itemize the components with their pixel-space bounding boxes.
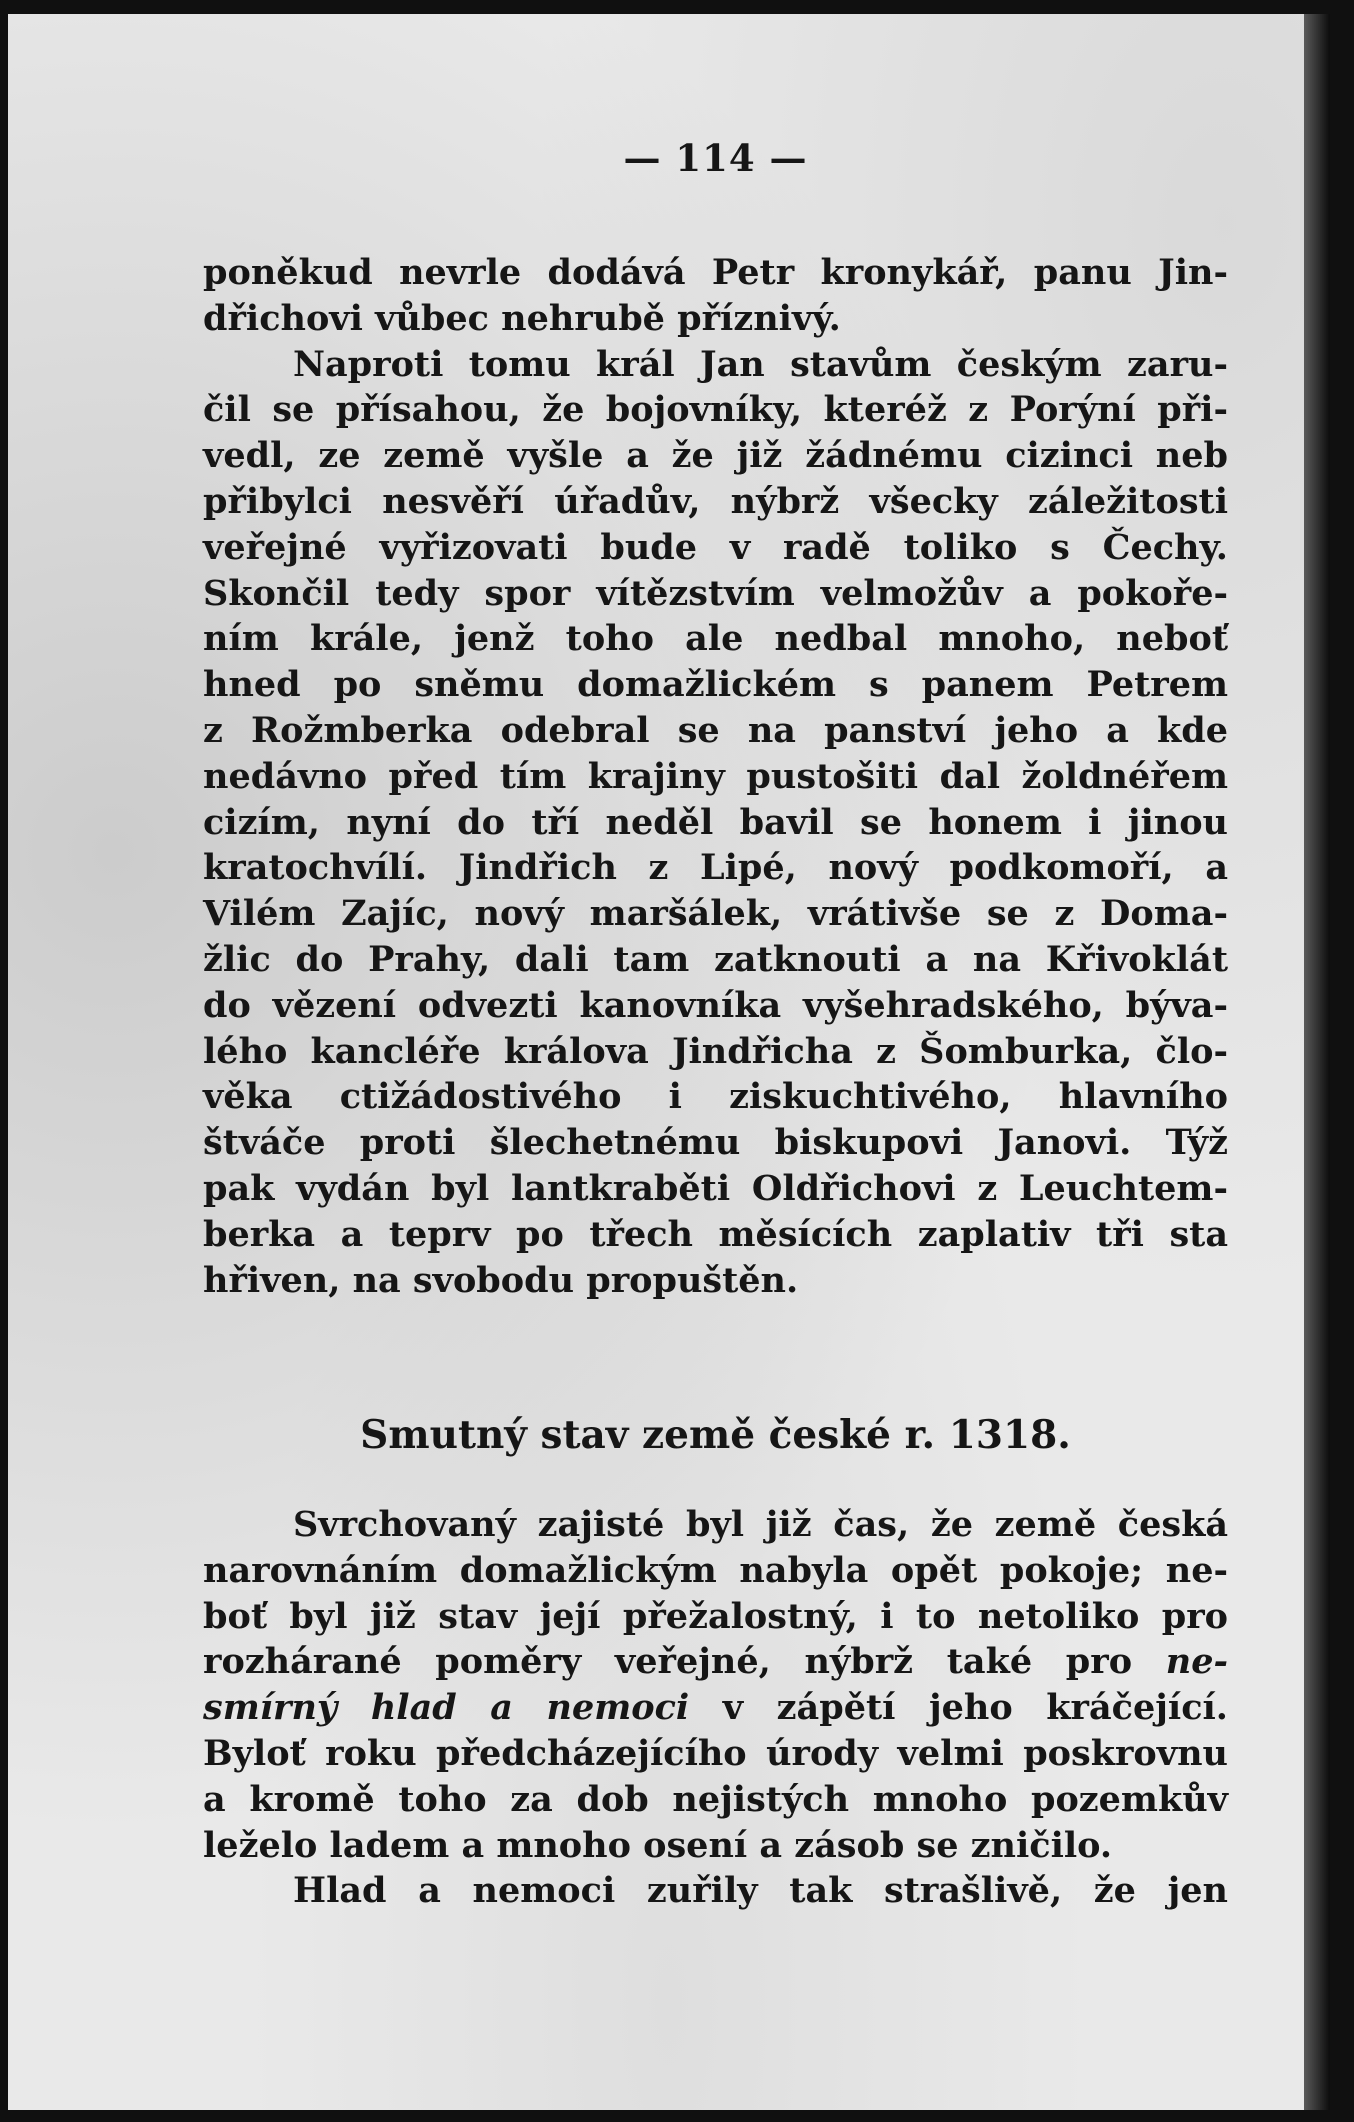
- text-line: vedl, ze země vyšle a že již žádnému cizinci neb: [203, 435, 1228, 477]
- emphasis-text: ne-: [1165, 1641, 1229, 1683]
- text-line: lého kancléře králova Jindřicha z Šomburka, člo-: [203, 1030, 1228, 1072]
- text-line: berka a teprv po třech měsících zaplativ tři sta: [203, 1213, 1228, 1255]
- text-line: cizím, nyní do tří neděl bavil se honem i jinou: [203, 801, 1228, 843]
- text-line: kratochvílí. Jindřich z Lipé, nový podkomoří, a: [203, 847, 1228, 889]
- paragraph-1: [203, 250, 1228, 342]
- paragraph-2: [203, 342, 1228, 1304]
- text-line: čil se přísahou, že bojovníky, kteréž z Porýní při-: [203, 389, 1228, 431]
- text-line: Vilém Zajíc, nový maršálek, vrátivše se z Doma-: [203, 893, 1228, 935]
- paragraph-4: [203, 1868, 1228, 1914]
- book-page: [8, 14, 1330, 2110]
- text-line: a kromě toho za dob nejistých mnoho pozemkův: [203, 1778, 1228, 1820]
- text-line: Byloť roku předcházejícího úrody velmi poskrovnu: [203, 1732, 1228, 1774]
- section-heading: Smutný stav země české r. 1318.: [360, 1412, 1071, 1458]
- text-line: přibylci nesvěří úřadův, nýbrž všecky záležitosti: [203, 480, 1228, 522]
- page-number: — 114 —: [623, 136, 808, 180]
- text-segment: rozhárané poměry veřejné, nýbrž také pro: [203, 1641, 1133, 1683]
- text-line: nedávno před tím krajiny pustošiti dal žoldnéřem: [203, 755, 1228, 797]
- text-line: z Rožmberka odebral se na panství jeho a kde: [203, 709, 1228, 751]
- text-line: hřiven, na svobodu propuštěn.: [203, 1259, 799, 1301]
- text-line: boť byl již stav její přežalostný, i to netoliko pro: [203, 1595, 1228, 1637]
- text-line: dřichovi vůbec nehrubě příznivý.: [203, 297, 841, 339]
- text-line: žlic do Prahy, dali tam zatknouti a na Křivoklát: [203, 938, 1228, 980]
- text-line: Svrchovaný zajisté byl již čas, že země česká: [293, 1504, 1228, 1545]
- text-line: Naproti tomu král Jan stavům českým zaru-: [293, 343, 1228, 385]
- text-line: poněkud nevrle dodává Petr kronykář, panu Jin-: [203, 252, 1228, 293]
- text-line: ním krále, jenž toho ale nedbal mnoho, neboť: [203, 618, 1228, 660]
- text-line: pak vydán byl lantkraběti Oldřichovi z Leuchtem-: [203, 1167, 1228, 1209]
- text-line: [203, 1639, 1228, 1685]
- text-line: hned po sněmu domažlickém s panem Petrem: [203, 664, 1228, 706]
- emphasis-text: smírný hlad a nemoci: [203, 1687, 690, 1729]
- text-line: Skončil tedy spor vítězstvím velmožův a pokoře-: [203, 572, 1228, 614]
- text-line: do vězení odvezti kanovníka vyšehradského, býva-: [203, 984, 1228, 1026]
- text-line: leželo ladem a mnoho osení a zásob se zničilo.: [203, 1824, 1113, 1866]
- text-line: [203, 1685, 1228, 1731]
- text-line: věka ctižádostivého i ziskuchtivého, hlavního: [203, 1076, 1228, 1118]
- text-line: veřejné vyřizovati bude v radě toliko s Čechy.: [203, 526, 1228, 568]
- text-line: štváče proti šlechetnému biskupovi Janovi. Týž: [203, 1122, 1228, 1164]
- text-line: narovnáním domažlickým nabyla opět pokoje; ne-: [203, 1549, 1228, 1591]
- text-segment: v zápětí jeho kráčející.: [722, 1687, 1228, 1729]
- paragraph-3: [203, 1502, 1228, 1868]
- text-line: Hlad a nemoci zuřily tak strašlivě, že jen: [293, 1870, 1228, 1912]
- book-spine-edge: [1304, 14, 1330, 2110]
